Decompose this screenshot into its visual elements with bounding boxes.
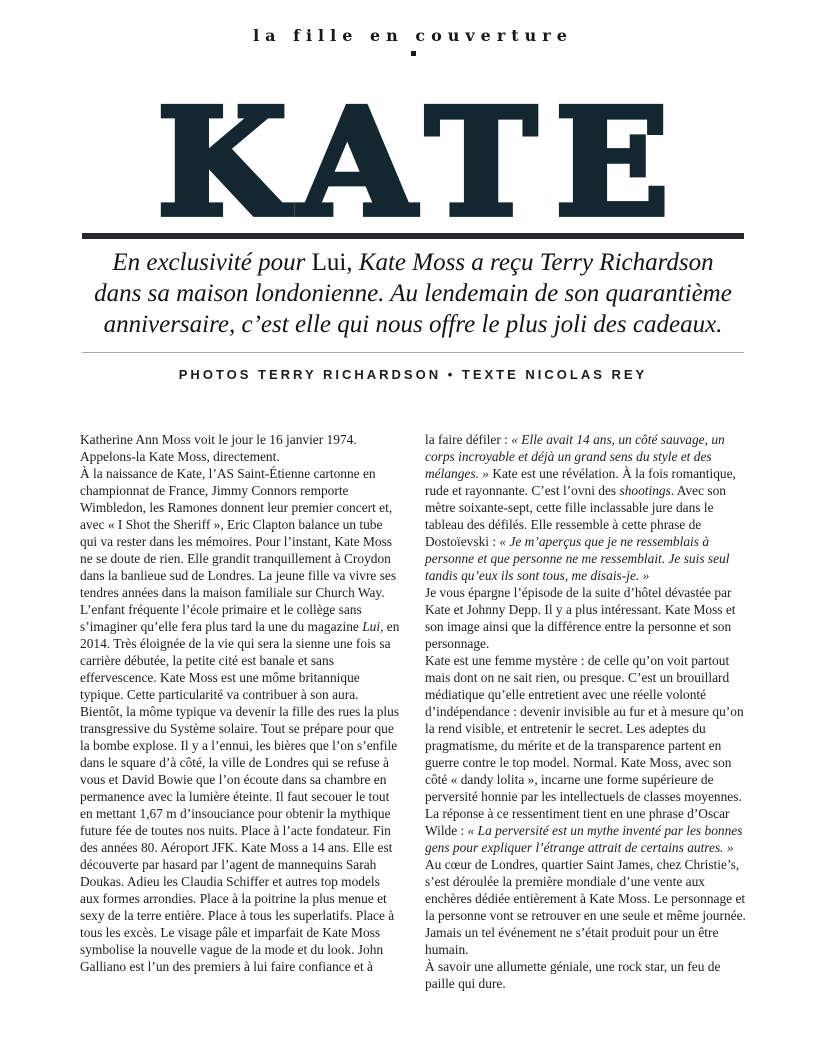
text-run: À savoir une allumette géniale, une rock star, un feu de paille qui dure. [425,959,721,991]
text-run: anniversaire, c’est elle qui nous offre le plus joli des cadeaux. [103,311,723,338]
text-run: « Elle avait 14 ans, un côté sauvage, un corps incroyable et déjà un grand sens du style et des mélanges. » [425,432,725,481]
text-run: la faire défiler : [425,432,512,447]
paragraph [425,652,746,856]
text-run: Au cœur de Londres, quartier Saint James, chez Christie’s, s’est déroulée la première mondiale d’une vente aux enchères dédiée entièrement à Kate Moss. Le personnage et la personne vont se retrouver en une seule et même journée. Jamais un tel événement ne s’était produit pour un être humain. [425,857,746,957]
page-title: KATE [156,76,688,250]
text-run: Katherine Ann Moss voit le jour le 16 janvier 1974. [80,432,357,447]
kicker-block [0,0,826,56]
text-run: « La perversité est un mythe inventé par les bonnes gens pour expliquer l’étrange attrait de certains autres. » [425,823,743,855]
body-column-left [80,431,401,992]
text-run: À la naissance de Kate, l’AS Saint-Étienne cartonne en championnat de France, Jimmy Connors remporte Wimbledon, les Ramones donnent leur premier concert et, avec « I Shot the Sheriff », Eric Clapton balance un tube qui va rester dans les mémoires. Pour l’instant, Kate Moss ne se doute de rien. Elle grandit tranquillement à Croydon dans la banlieue sud de Londres. La jeune fille va vivre ses tendres années dans la maison familiale sur Church Way. L’enfant fréquente l’école primaire et le collège sans s’imaginer qu’elle fera plus tard la une du magazine [80,466,397,634]
text-run: , Kate Moss a reçu Terry Richardson [346,249,714,276]
text-run: Lui [362,619,381,634]
standfirst [70,247,756,340]
text-run: Kate est une femme mystère : de celle qu’on voit partout mais dont on ne sait rien, ou presque. C’est un brouillard médiatique qu’elle entretient avec une réelle volonté d’indépendance : devenir invisible au fur et à mesure qu’on la rend visible, et entretenir le secret. Les adeptes du pragmatisme, du mérite et de la transparence partent en guerre contre le top model. Normal. Kate Moss, avec son côté « dandy lolita », incarne une forme supérieure de perversité honnie par les intellectuels de classes moyennes. La réponse à ce ressentiment tient en une phrase d’Oscar Wilde : [425,653,744,838]
kicker-dot-icon [411,51,416,56]
text-run: . Avec son mètre soixante-sept, cette fille inclassable jure dans le tableau des défilés. Elle ressemble à cette phrase de Dostoïevski : [425,483,726,549]
article-columns [80,431,746,992]
body-column-right [425,431,746,992]
text-run: En exclusivité pour [112,249,312,276]
text-run: dans sa maison londonienne. Au lendemain de son quarantième [94,280,732,307]
text-run: « Je m’aperçus que je ne ressemblais à personne et que personne ne me ressemblait. Je suis seul tandis qu’eux ils sont tous, me disais-je. » [425,534,730,583]
paragraph [80,431,401,448]
masthead [0,76,826,250]
paragraph [425,431,746,584]
divider-rule [82,352,744,353]
byline: PHOTOS TERRY RICHARDSON • TEXTE NICOLAS REY [178,367,648,382]
paragraph [425,856,746,958]
paragraph [80,448,401,465]
text-run: Je vous épargne l’épisode de la suite d’hôtel dévastée par Kate et Johnny Depp. Il y a plus intéressant. Kate Moss et son image ainsi que la différence entre la personne et son personnage. [425,585,736,651]
paragraph [425,584,746,652]
text-run: Appelons-la Kate Moss, directement. [80,449,280,464]
text-run: shootings [619,483,671,498]
kicker: la fille en couverture [253,26,573,45]
text-run: , en 2014. Très éloignée de la vie qui sera la sienne une fois sa carrière débutée, la petite cité est banale et sans effervescence. Kate Moss est une môme britannique typique. Cette particularité va contribuer à son aura. Bientôt, la môme typique va devenir la fille des rues la plus transgressive du Système solaire. Tout se prépare pour que la bombe explose. Il y a l’ennui, les bières que l’on s’enfile dans le square d’à côté, la ville de Londres qui se refuse à vous et David Bowie que l’on écoute dans sa chambre en permanence avec la lumière éteinte. Il faut secouer le tout en mettant 1,67 m d’insouciance pour obtenir la mythique future fée de toutes nos nuits. Place à l’acte fondateur. Fin des années 80. Aéroport JFK. Kate Moss a 14 ans. Elle est découverte par hasard par l’agent de mannequins Sarah Doukas. Adieu les Claudia Schiffer et autres top models aux formes arrondies. Place à la poitrine la plus menue et sexy de la terre entière. Place à tous les superlatifs. Place à tous les excès. Le visage pâle et imparfait de Kate Moss symbolise la nouvelle vague de la mode et du look. John Galliano est l’un des premiers à lui faire confiance et à [80,619,400,974]
text-run: Lui [311,249,347,276]
paragraph [425,958,746,992]
text-run: Kate est une révélation. À la fois romantique, rude et rayonnante. C’est l’ovni des [425,466,736,498]
paragraph [80,465,401,975]
